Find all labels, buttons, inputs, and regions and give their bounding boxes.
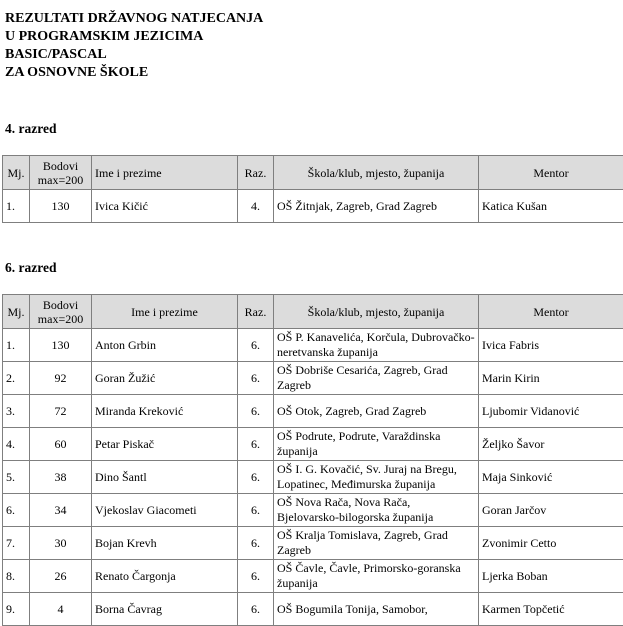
cell-name: Anton Grbin bbox=[92, 329, 238, 362]
cell-points: 38 bbox=[30, 461, 92, 494]
cell-rank: 1. bbox=[3, 329, 30, 362]
cell-mentor: Ljerka Boban bbox=[479, 560, 623, 593]
table-row bbox=[3, 190, 623, 223]
col-header-bodovi-line2: max=200 bbox=[38, 173, 83, 187]
cell-grade: 6. bbox=[238, 494, 274, 527]
table-header-row bbox=[3, 295, 623, 329]
cell-mentor: Ivica Fabris bbox=[479, 329, 623, 362]
col-header-bodovi-line2: max=200 bbox=[38, 312, 83, 326]
title-line: REZULTATI DRŽAVNOG NATJECANJA bbox=[5, 10, 263, 28]
cell-mentor: Marin Kirin bbox=[479, 362, 623, 395]
cell-name: Petar Piskač bbox=[92, 428, 238, 461]
cell-grade: 4. bbox=[238, 190, 274, 223]
section-heading-6-razred: 6. razred bbox=[5, 260, 56, 276]
cell-school: OŠ Bogumila Tonija, Samobor, bbox=[274, 593, 479, 626]
col-header-bodovi bbox=[30, 295, 92, 329]
title-line: U PROGRAMSKIM JEZICIMA bbox=[5, 28, 263, 46]
col-header-bodovi-line1: Bodovi bbox=[43, 159, 78, 173]
table-row bbox=[3, 362, 623, 395]
cell-name: Goran Žužić bbox=[92, 362, 238, 395]
cell-points: 130 bbox=[30, 329, 92, 362]
cell-points: 4 bbox=[30, 593, 92, 626]
cell-points: 26 bbox=[30, 560, 92, 593]
document-title bbox=[5, 10, 263, 82]
cell-school: OŠ Dobriše Cesarića, Zagreb, Grad Zagreb bbox=[274, 362, 479, 395]
table-row bbox=[3, 395, 623, 428]
table-row bbox=[3, 560, 623, 593]
cell-grade: 6. bbox=[238, 560, 274, 593]
cell-points: 30 bbox=[30, 527, 92, 560]
cell-points: 130 bbox=[30, 190, 92, 223]
cell-grade: 6. bbox=[238, 527, 274, 560]
cell-school: OŠ Žitnjak, Zagreb, Grad Zagreb bbox=[274, 190, 479, 223]
cell-grade: 6. bbox=[238, 593, 274, 626]
cell-rank: 5. bbox=[3, 461, 30, 494]
cell-grade: 6. bbox=[238, 428, 274, 461]
cell-school: OŠ Podrute, Podrute, Varaždinska županija bbox=[274, 428, 479, 461]
table-row bbox=[3, 494, 623, 527]
col-header-raz: Raz. bbox=[238, 295, 274, 329]
col-header-mj: Mj. bbox=[3, 156, 30, 190]
table-row bbox=[3, 593, 623, 626]
cell-mentor: Zvonimir Cetto bbox=[479, 527, 623, 560]
cell-points: 34 bbox=[30, 494, 92, 527]
table-row bbox=[3, 461, 623, 494]
cell-name: Vjekoslav Giacometi bbox=[92, 494, 238, 527]
cell-mentor: Goran Jarčov bbox=[479, 494, 623, 527]
cell-grade: 6. bbox=[238, 461, 274, 494]
cell-points: 72 bbox=[30, 395, 92, 428]
cell-school: OŠ P. Kanavelića, Korčula, Dubrovačko-neretvanska županija bbox=[274, 329, 479, 362]
col-header-mj: Mj. bbox=[3, 295, 30, 329]
cell-name: Dino Šantl bbox=[92, 461, 238, 494]
table-row bbox=[3, 428, 623, 461]
cell-name: Miranda Kreković bbox=[92, 395, 238, 428]
cell-rank: 9. bbox=[3, 593, 30, 626]
col-header-ime: Ime i prezime bbox=[92, 156, 238, 190]
cell-name: Ivica Kičić bbox=[92, 190, 238, 223]
cell-name: Bojan Krevh bbox=[92, 527, 238, 560]
col-header-skola: Škola/klub, mjesto, županija bbox=[274, 295, 479, 329]
cell-mentor: Maja Sinković bbox=[479, 461, 623, 494]
cell-rank: 6. bbox=[3, 494, 30, 527]
cell-rank: 1. bbox=[3, 190, 30, 223]
cell-mentor: Karmen Topčetić bbox=[479, 593, 623, 626]
table-row bbox=[3, 329, 623, 362]
cell-grade: 6. bbox=[238, 329, 274, 362]
cell-school: OŠ Kralja Tomislava, Zagreb, Grad Zagreb bbox=[274, 527, 479, 560]
cell-school: OŠ Nova Rača, Nova Rača, Bjelovarsko-bilogorska županija bbox=[274, 494, 479, 527]
results-table-4-razred bbox=[2, 155, 623, 223]
cell-school: OŠ Otok, Zagreb, Grad Zagreb bbox=[274, 395, 479, 428]
section-heading-4-razred: 4. razred bbox=[5, 121, 56, 137]
table-header-row bbox=[3, 156, 623, 190]
results-table-6-razred bbox=[2, 294, 623, 626]
cell-rank: 3. bbox=[3, 395, 30, 428]
cell-name: Borna Čavrag bbox=[92, 593, 238, 626]
cell-name: Renato Čargonja bbox=[92, 560, 238, 593]
cell-grade: 6. bbox=[238, 362, 274, 395]
cell-rank: 2. bbox=[3, 362, 30, 395]
col-header-bodovi bbox=[30, 156, 92, 190]
cell-points: 60 bbox=[30, 428, 92, 461]
cell-school: OŠ I. G. Kovačić, Sv. Juraj na Bregu, Lopatinec, Međimurska županija bbox=[274, 461, 479, 494]
col-header-bodovi-line1: Bodovi bbox=[43, 298, 78, 312]
cell-school: OŠ Čavle, Čavle, Primorsko-goranska županija bbox=[274, 560, 479, 593]
cell-rank: 4. bbox=[3, 428, 30, 461]
cell-points: 92 bbox=[30, 362, 92, 395]
table-row bbox=[3, 527, 623, 560]
cell-mentor: Katica Kušan bbox=[479, 190, 623, 223]
cell-grade: 6. bbox=[238, 395, 274, 428]
col-header-mentor: Mentor bbox=[479, 156, 623, 190]
title-line: ZA OSNOVNE ŠKOLE bbox=[5, 64, 263, 82]
cell-mentor: Ljubomir Vidanović bbox=[479, 395, 623, 428]
col-header-mentor: Mentor bbox=[479, 295, 623, 329]
cell-rank: 7. bbox=[3, 527, 30, 560]
title-line: BASIC/PASCAL bbox=[5, 46, 263, 64]
cell-rank: 8. bbox=[3, 560, 30, 593]
col-header-ime: Ime i prezime bbox=[92, 295, 238, 329]
col-header-raz: Raz. bbox=[238, 156, 274, 190]
cell-mentor: Željko Šavor bbox=[479, 428, 623, 461]
col-header-skola: Škola/klub, mjesto, županija bbox=[274, 156, 479, 190]
